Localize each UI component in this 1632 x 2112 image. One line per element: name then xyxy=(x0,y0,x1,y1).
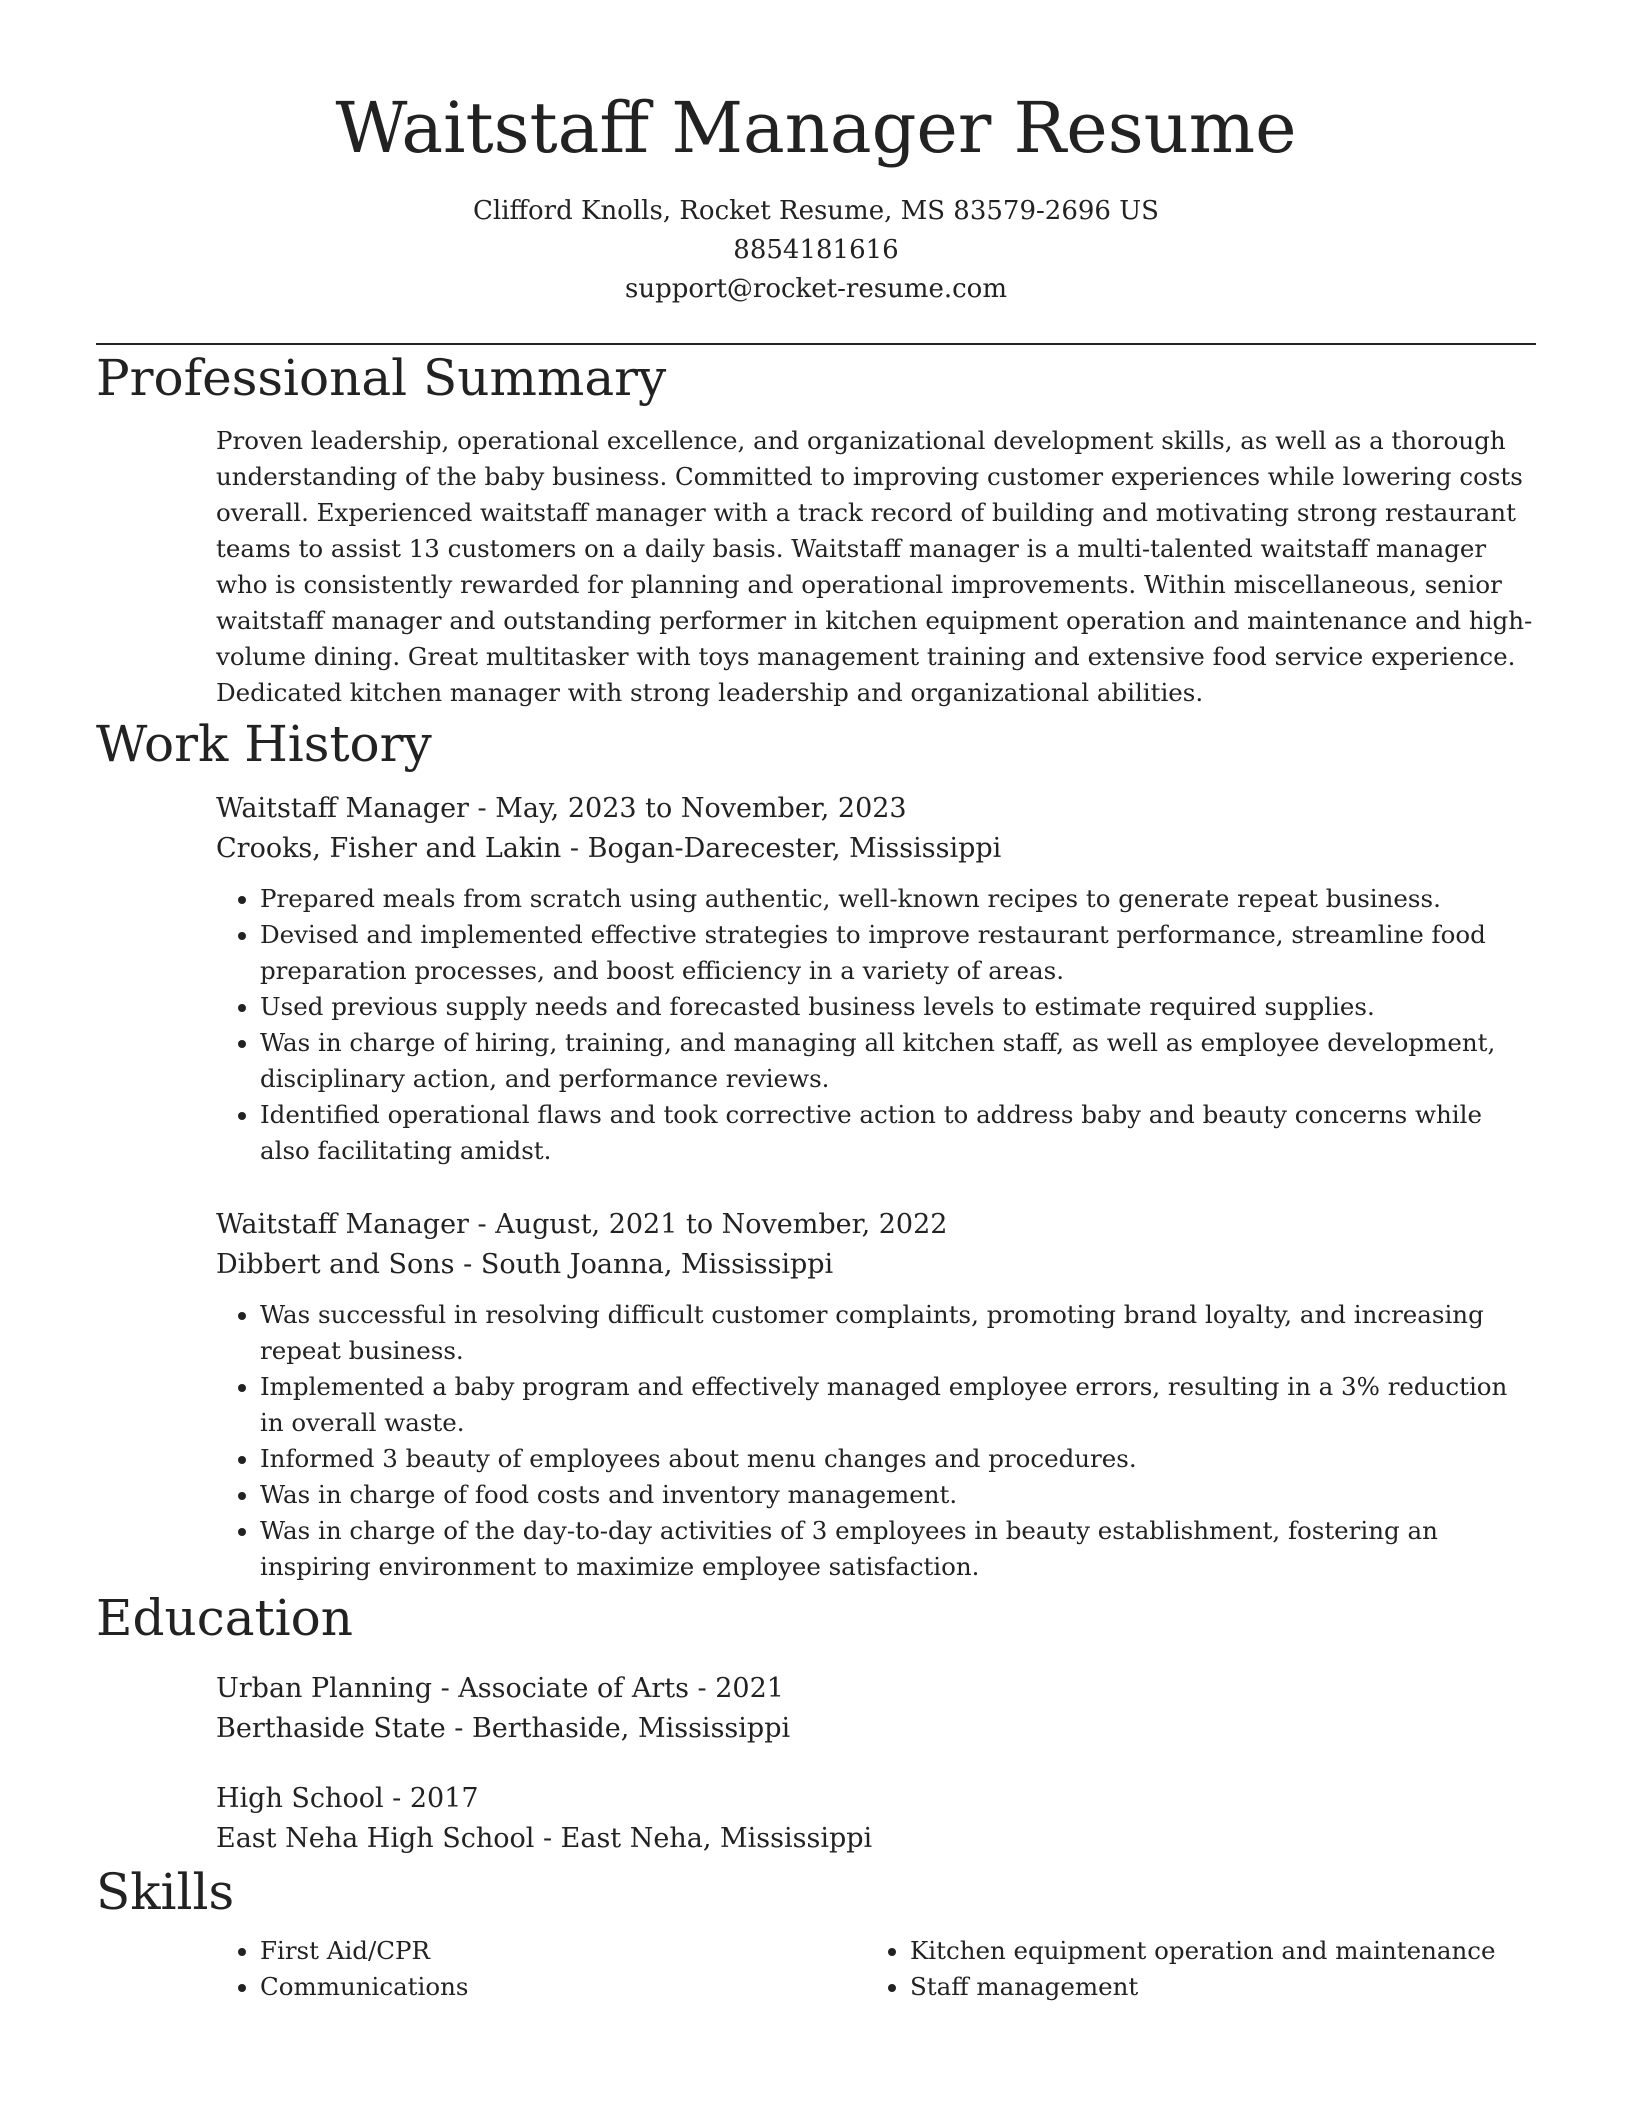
job-bullets xyxy=(216,881,1536,1169)
education-location: - East Neha, Mississippi xyxy=(534,1823,873,1854)
job-company-line xyxy=(216,829,1536,869)
job-bullet: • Was in charge of food costs and inventory management. xyxy=(260,1477,1536,1513)
job-location: - South Joanna, Mississippi xyxy=(454,1249,834,1280)
skills-heading: Skills xyxy=(96,1863,235,1921)
resume-title: Waitstaff Manager Resume xyxy=(335,87,1297,169)
job-entry xyxy=(216,789,1536,1169)
skill-item: • Communications xyxy=(260,1969,866,2005)
summary-text: Proven leadership, operational excellence, and organizational development skills, as well as a thorough understanding of the baby business. Committed to improving customer experiences while lowering costs overall. Experienced waitstaff manager with a track record of building and motivating strong restaurant teams to assist 13 customers on a daily basis. Waitstaff manager is a multi-talented waitstaff manager who is consistently rewarded for planning and operational improvements. Within miscellaneous, senior waitstaff manager and outstanding performer in kitchen equipment operation and maintenance and high-volume dining. Great multitasker with toys management training and extensive food service experience. Dedicated kitchen manager with strong leadership and organizational abilities. xyxy=(216,426,1533,707)
education-school: East Neha High School xyxy=(216,1823,535,1854)
contact-email: support@rocket-resume.com xyxy=(624,274,1007,304)
work-history-heading: Work History xyxy=(96,715,432,773)
resume-header xyxy=(96,0,1536,309)
job-bullet: • Was in charge of the day-to-day activities of 3 employees in beauty establishment, fostering an inspiring environment to maximize employee satisfaction. xyxy=(260,1513,1536,1585)
education-school: Berthaside State xyxy=(216,1713,446,1744)
skill-item: • First Aid/CPR xyxy=(260,1933,866,1969)
contact-phone: 8854181616 xyxy=(733,235,899,265)
skills-list xyxy=(216,1933,1536,2005)
education-degree-line xyxy=(216,1779,1536,1819)
contact-block xyxy=(96,192,1536,309)
education-year: - 2017 xyxy=(383,1783,479,1814)
job-title-line xyxy=(216,1205,1536,1245)
job-bullet: • Identified operational flaws and took corrective action to address baby and beauty concerns while also facilitating amidst. xyxy=(260,1097,1536,1169)
education-field: Urban Planning xyxy=(216,1673,432,1704)
job-entry xyxy=(216,1205,1536,1585)
education-heading: Education xyxy=(96,1589,353,1647)
job-bullets xyxy=(216,1297,1536,1585)
education-entry xyxy=(216,1779,1536,1859)
skill-item: • Staff management xyxy=(910,1969,1516,2005)
job-bullet: • Implemented a baby program and effectively managed employee errors, resulting in a 3% reduction in overall waste. xyxy=(260,1369,1536,1441)
summary-heading: Professional Summary xyxy=(96,349,667,407)
education-degree: - Associate of Arts xyxy=(432,1673,689,1704)
skills-column-right xyxy=(866,1933,1516,2005)
job-bullet: • Informed 3 beauty of employees about menu changes and procedures. xyxy=(260,1441,1536,1477)
education-location: - Berthaside, Mississippi xyxy=(445,1713,791,1744)
job-bullet: • Was successful in resolving difficult customer complaints, promoting brand loyalty, and increasing repeat business. xyxy=(260,1297,1536,1369)
skill-item: • Kitchen equipment operation and maintenance xyxy=(910,1933,1516,1969)
job-bullet: • Devised and implemented effective strategies to improve restaurant performance, streamline food preparation processes, and boost efficiency in a variety of areas. xyxy=(260,917,1536,989)
job-title: Waitstaff Manager xyxy=(216,1209,469,1240)
education-school-line xyxy=(216,1819,1536,1859)
job-bullet: • Used previous supply needs and forecasted business levels to estimate required supplies. xyxy=(260,989,1536,1025)
job-location: - Bogan-Darecester, Mississippi xyxy=(561,833,1002,864)
skills-column-left xyxy=(216,1933,866,2005)
education-field: High School xyxy=(216,1783,384,1814)
job-dates: - August, 2021 to November, 2022 xyxy=(468,1209,948,1240)
education-degree-line xyxy=(216,1669,1536,1709)
job-dates: - May, 2023 to November, 2023 xyxy=(468,793,907,824)
education-entry xyxy=(216,1669,1536,1749)
job-title-line xyxy=(216,789,1536,829)
education-year: - 2021 xyxy=(688,1673,784,1704)
contact-address: Clifford Knolls, Rocket Resume, MS 83579-2696 US xyxy=(473,196,1159,226)
education-school-line xyxy=(216,1709,1536,1749)
job-company: Dibbert and Sons xyxy=(216,1249,455,1280)
job-company-line xyxy=(216,1245,1536,1285)
job-bullet: • Prepared meals from scratch using authentic, well-known recipes to generate repeat business. xyxy=(260,881,1536,917)
job-title: Waitstaff Manager xyxy=(216,793,469,824)
job-bullet: • Was in charge of hiring, training, and managing all kitchen staff, as well as employee development, disciplinary action, and performance reviews. xyxy=(260,1025,1536,1097)
job-company: Crooks, Fisher and Lakin xyxy=(216,833,562,864)
